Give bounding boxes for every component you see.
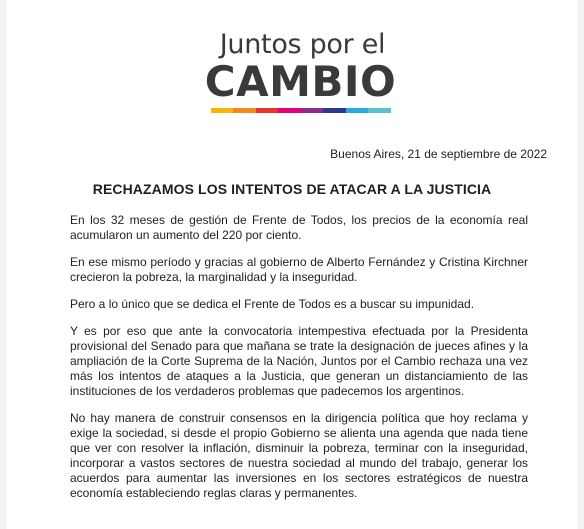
- juntos-por-el-cambio-logo: [203, 30, 398, 113]
- document-title: RECHAZAMOS LOS INTENTOS DE ATACAR A LA JUSTICIA: [92, 181, 492, 197]
- stripe-segment-8: [368, 108, 391, 113]
- logo-line-1: Juntos por el: [219, 29, 386, 60]
- stripe-segment-7: [346, 108, 369, 113]
- paragraph-2: En ese mismo período y gracias al gobierno de Alberto Fernández y Cristina Kirchner crecieron la pobreza, la marginalidad y la inseguridad.: [70, 255, 528, 284]
- stripe-segment-6: [323, 108, 346, 113]
- stripe-segment-2: [233, 108, 256, 113]
- stripe-segment-3: [256, 108, 279, 113]
- stripe-segment-4: [278, 108, 301, 113]
- stripe-segment-5: [301, 108, 324, 113]
- paragraph-1: En los 32 meses de gestión de Frente de Todos, los precios de la economía real acumularon un aumento del 220 por ciento.: [70, 213, 528, 242]
- paragraph-3: Pero a lo único que se dedica el Frente de Todos es a buscar su impunidad.: [70, 297, 475, 311]
- document-body: [70, 213, 528, 513]
- logo-color-stripe: [211, 108, 391, 113]
- document-page: [7, 0, 577, 529]
- paragraph-5: No hay manera de construir consensos en la dirigencia política que hoy reclama y exige la sociedad, si desde el propio Gobierno se alienta una agenda que nada tiene que ver con resolver la inflación, disminuir la pobreza, terminar con la inseguridad, incorporar a vastos sectores de nuestra sociedad al mundo del trabajo, generar los acuerdos para aumentar las inversiones en los sectores estratégicos de nuestra economía estableciendo reglas claras y permanentes.: [70, 411, 528, 500]
- paragraph-4: Y es por eso que ante la convocatoria intempestiva efectuada por la Presidenta provisional del Senado para que mañana se trate la designación de jueces afines y la ampliación de la Corte Suprema de la Nación, Juntos por el Cambio rechaza una vez más los intentos de ataques a la Justicia, que generan un distanciamiento de las instituciones de los verdaderos problemas que padecemos los argentinos.: [70, 324, 528, 398]
- logo-line-2: CAMBIO: [204, 57, 397, 106]
- stripe-segment-1: [211, 108, 234, 113]
- document-date: Buenos Aires, 21 de septiembre de 2022: [330, 147, 547, 161]
